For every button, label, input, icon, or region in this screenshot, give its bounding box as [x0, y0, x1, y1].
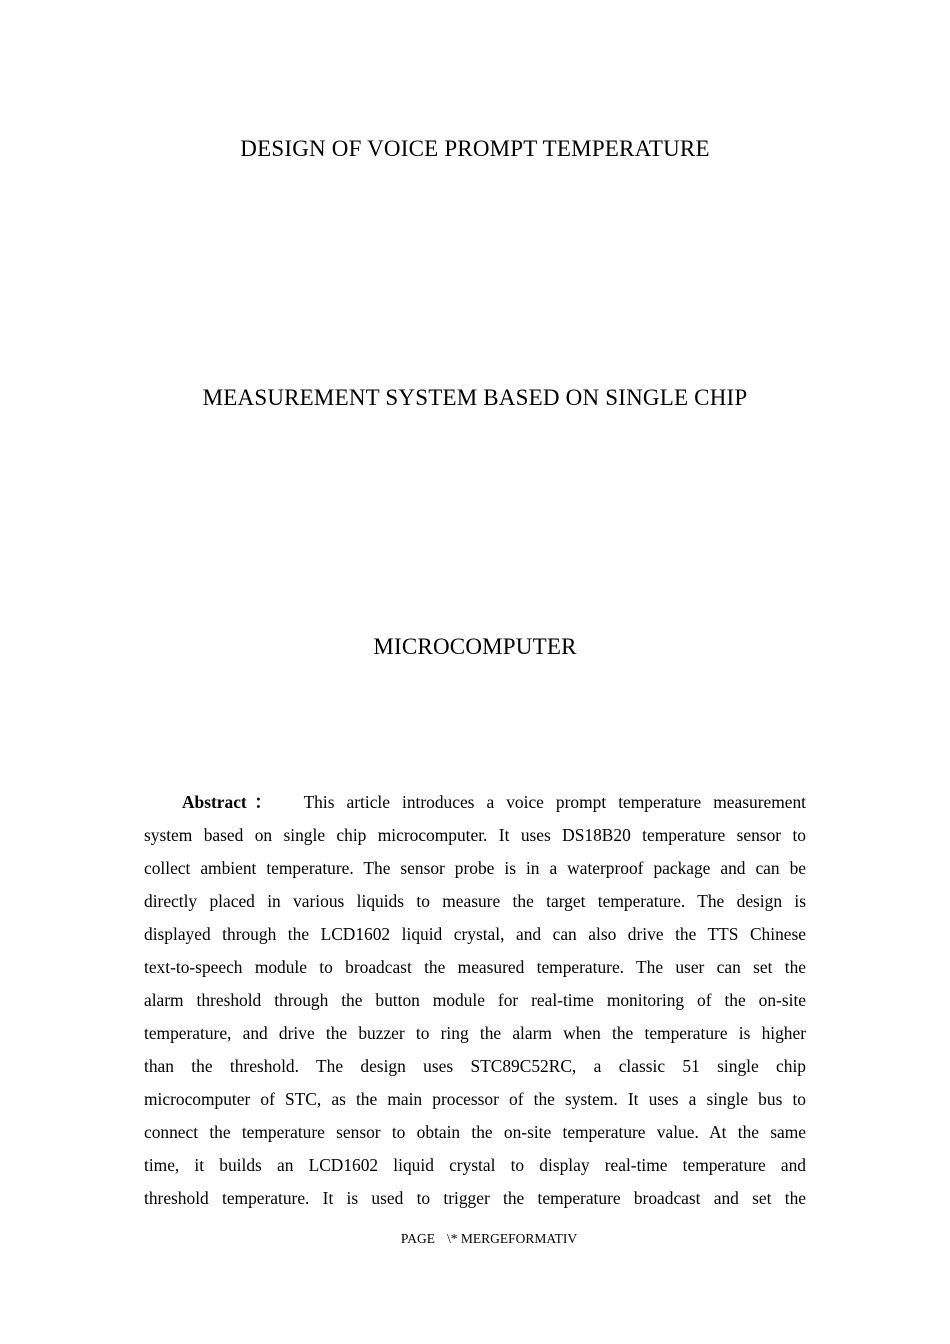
abstract-line: directly placed in various liquids to measure the target temperature. The design is — [144, 891, 806, 911]
page-footer — [0, 1231, 950, 1247]
abstract-line: time, it builds an LCD1602 liquid crystal to display real-time temperature and — [144, 1155, 806, 1175]
format-switch: \* MERGEFORMATIV — [446, 1231, 578, 1246]
abstract-line: system based on single chip microcomputer. It uses DS18B20 temperature sensor to — [144, 825, 806, 845]
abstract-line: than the threshold. The design uses STC89C52RC, a classic 51 single chip — [144, 1056, 806, 1076]
title-line-1: DESIGN OF VOICE PROMPT TEMPERATURE — [240, 136, 710, 161]
abstract-line — [144, 786, 806, 819]
page-field-code: PAGE — [400, 1231, 435, 1246]
abstract-line: alarm threshold through the button module for real-time monitoring of the on-site — [144, 990, 806, 1010]
abstract-label: Abstract： — [182, 792, 280, 812]
abstract-line: microcomputer of STC, as the main processor of the system. It uses a single bus to — [144, 1089, 806, 1109]
abstract-line: text-to-speech module to broadcast the measured temperature. The user can set the — [144, 957, 806, 977]
abstract-text: This article introduces a voice prompt temperature measurement — [303, 792, 806, 812]
title-line-3: MICROCOMPUTER — [373, 634, 577, 659]
title-line-2: MEASUREMENT SYSTEM BASED ON SINGLE CHIP — [202, 385, 748, 410]
abstract-line: temperature, and drive the buzzer to ring the alarm when the temperature is higher — [144, 1023, 806, 1043]
abstract-line: connect the temperature sensor to obtain the on-site temperature value. At the same — [144, 1122, 806, 1142]
abstract-paragraph — [144, 786, 806, 1215]
abstract-line: collect ambient temperature. The sensor probe is in a waterproof package and can be — [144, 858, 806, 878]
abstract-line: threshold temperature. It is used to trigger the temperature broadcast and set the — [144, 1188, 806, 1208]
abstract-line: displayed through the LCD1602 liquid crystal, and can also drive the TTS Chinese — [144, 924, 806, 944]
